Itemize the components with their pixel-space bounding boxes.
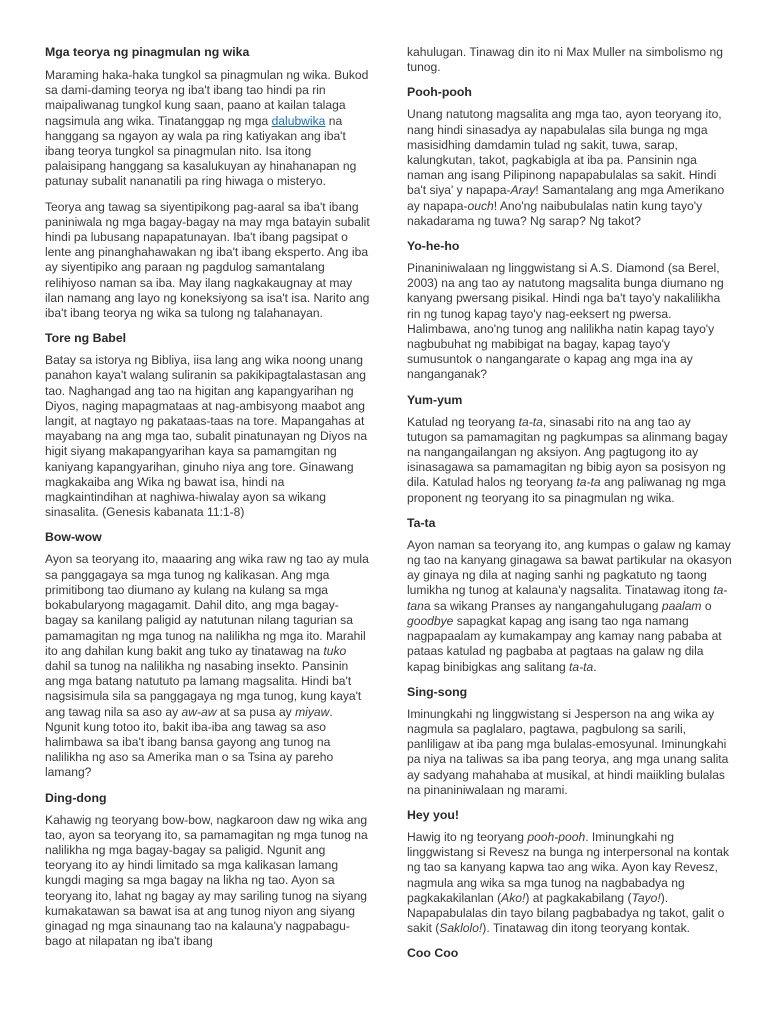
bowwow-paragraph: Ayon sa teoryang ito, maaaring ang wika raw ng tao ay mula sa panggagaya sa mga tunog ng kalikasan. Ang mga primitibong tao diumano ay kulang na kulang sa mga bokabularyong magagamit. Dahil dito, ang mga bagay-bagay sa kanilang paligid ay natutunan nilang tagurian sa pamamagitan ng mga tunog na nalilikha ng mga ito. Marahil ito ang dahilan kung bakit ang tuko ay tinatawag na tuko dahil sa tunog na nalilikha ng nasabing insekto. Pansinin ang mga batang natututo pa lamang magsalita. Hindi ba't nagsisimula sila sa panggagaya ng mga tunog, kung kaya't ang tawag nila sa aso ay aw-aw at sa pusa ay miyaw. Ngunit kung totoo ito, bakit iba-iba ang tawag sa aso halimbawa sa iba't ibang bansa gayong ang tunog na nalilikha ng aso sa Amerika man o sa Tsina ay pareho lamang? (45, 552, 369, 780)
section-heading-coocoo: Coo Coo (407, 946, 459, 961)
section-heading-poohpooh: Pooh-pooh (407, 85, 472, 100)
babel-paragraph: Batay sa istorya ng Bibliya, iisa lang ang wika noong unang panahon kaya't walang suliranin sa pakikipagtalastasan ang tao. Naghangad ang tao na higitan ang kapangyarihan ng Diyos, naging mapagmataas at nag-ambisyong maabot ang langit, at nagtayo ng pakataas-taas na tore. Mapangahas at mayabang na ang mga tao, subalit pinatunayan ng Diyos na higit siyang makapangyarihan kaya sa pamamgitan ng kaniyang kapangyarihan, ginuho niya ang tore. Ginawang magkakaiba ang Wika ng bawat isa, hindi na magkaintindihan at naghiwa-hiwalay ayon sa wikang sinasalita. (Genesis kabanata 11:1-8) (45, 353, 368, 520)
section-heading-dingdong: Ding-dong (45, 790, 107, 805)
section-heading-tata: Ta-ta (407, 515, 436, 530)
intro-paragraph-2: Teorya ang tawag sa siyentipikong pag-aaral sa iba't ibang paniniwala ng mga bagay-bagay na may mga batayin subalit hindi pa lubusang napapatunayan. Iba't ibang pagsipat o lente ang pinanghahawakan ng iba't ibang eksperto. Ang iba ay siyentipiko ang paraan ng pagdulog samantalang relihiyoso naman sa iba. May ilang nagkakaugnay at may ilan namang ang layo ng koneksiyong sa isa't isa. Narito ang iba't ibang teorya ng wika sa tulong ng talahanayan. (45, 199, 370, 321)
section-heading-bowwow: Bow-wow (45, 530, 102, 545)
continued-paragraph: kahulugan. Tinawag din ito ni Max Muller na simbolismo ng tunog. (407, 45, 723, 75)
yumyum-paragraph: Katulad ng teoryang ta-ta, sinasabi rito na ang tao ay tutugon sa pamamagitan ng pagkumpas sa alinmang bagay na nangangailangan ng aksiyon. Ang pagtugong ito ay isinasagawa sa pamamagitan ng bibig ayon sa posisyon ng dila. Katulad halos ng teoryang ta-ta ang paliwanag ng mga proponent ng teoryang ito sa pinagmulan ng wika. (407, 414, 728, 505)
section-heading-singsong: Sing-song (407, 684, 468, 699)
yoheho-paragraph: Pinaniniwalaan ng linggwistang si A.S. Diamond (sa Berel, 2003) na ang tao ay natutong magsalita bunga diumano ng kanyang pwersang pisikal. Hindi nga ba't tayo'y nakalilikha rin ng tunog kapag tayo'y nag-eeksert ng pwersa. Halimbawa, ano'ng tunog ang nalilikha natin kapag tayo'y nagbubuhat ng mabibigat na bagay, kapag tayo'y sumusuntok o nangangarate o kapag ang mga ina ay nanganganak? (407, 261, 724, 382)
poohpooh-paragraph: Unang natutong magsalita ang mga tao, ayon teoryang ito, nang hindi sinasadya ay napabulalas sila bunga ng mga masisidhing damdamin tulad ng sakit, tuwa, sarap, kalungkutan, takot, pagkabigla at iba pa. Pansinin nga naman ang isang Pilipinong napapabulalas sa sakit. Hindi ba't siya' y napapa-Aray! Samantalang ang mga Amerikano ay napapa-ouch! Ano'ng naibubulalas natin kung tayo'y nakadarama ng tuwa? Ng sarap? Ng takot? (407, 107, 725, 228)
left-column (45, 42, 371, 959)
dalubwika-link[interactable]: dalubwika (271, 113, 326, 128)
tata-paragraph: Ayon naman sa teoryang ito, ang kumpas o galaw ng kamay ng tao na kanyang ginagawa sa bawat partikular na okasyon ay ginaya ng dila at naging sanhi ng pagkatuto ng taong lumikha ng tunog at kalauna'y nagsalita. Tinatawag itong ta-tana sa wikang Pranses ay nangangahulugang paalam o goodbye sapagkat kapag ang isang tao nga namang nagpapaalam ay kumakampay ang kamay nang pababa at pataas katulad ng pagbaba at pagtaas na galaw ng dila kapag binibigkas ang salitang ta-ta. (407, 537, 732, 674)
section-heading-heyyou: Hey you! (407, 807, 459, 822)
heyyou-paragraph: Hawig ito ng teoryang pooh-pooh. Iminungkahi ng linggwistang si Revesz na bunga ng interpersonal na kontak ng tao sa kanyang kapwa tao ang wika. Ayon kay Revesz, nagmula ang wika sa mga tunog na nagbabadya ng pagkakakilanlan (Ako!) at pagkakabilang (Tayo!). Napapabulalas din tayo bilang pagbabadya ng takot, galit o sakit (Saklolo!). Tinatawag din itong teoryang kontak. (407, 829, 730, 936)
dingdong-paragraph: Kahawig ng teoryang bow-bow, nagkaroon daw ng wika ang tao, ayon sa teoryang ito, sa pamamagitan ng mga tunog na nalilikha ng mga bagay-bagay sa paligid. Ngunit ang teoryang ito ay hindi limitado sa mga kalikasan lamang kungdi maging sa mga bagay na likha ng tao. Ayon sa teoryang ito, lahat ng bagay ay may sariling tunog na siyang kumakatawan sa bawat isa at ang tunog niyon ang siyang ginagad ng mga sinaunang tao na kalauna'y nagpabagu-bago at nilapatan ng iba't ibang (45, 812, 368, 949)
section-heading-babel: Tore ng Babel (45, 331, 127, 346)
right-column (407, 45, 733, 968)
singsong-paragraph: Iminungkahi ng linggwistang si Jesperson na ang wika ay nagmula sa paglalaro, pagtawa, pagbulong sa sarili, panliligaw at iba pang mga bulalas-emosyunal. Iminungkahi pa niya na taliwas sa iba pang teorya, ang mga unang salita ay sadyang mahahaba at musikal, at hindi maiikling bulalas na pinaniniwalaan ng marami. (407, 706, 729, 797)
section-heading-yumyum: Yum-yum (407, 392, 463, 407)
section-heading-yoheho: Yo-he-ho (407, 239, 460, 254)
main-heading: Mga teorya ng pinagmulan ng wika (45, 45, 250, 59)
intro-paragraph-1: Maraming haka-haka tungkol sa pinagmulan ng wika. Bukod sa dami-daming teorya ng iba't ibang tao hindi pa rin maipaliwanag tungkol kung saan, paano at kailan talaga nagsimula ang wika. Tinatanggap ng mga dalubwika na hanggang sa ngayon ay wala pa ring katiyakan ang iba't ibang teorya tungkol sa pinagmulan nito. Isa itong palaisipang hanggang sa kasalukuyan ay hinahanapan ng patunay subalit nananatili pa ring hiwaga o misteryo. (45, 68, 369, 189)
